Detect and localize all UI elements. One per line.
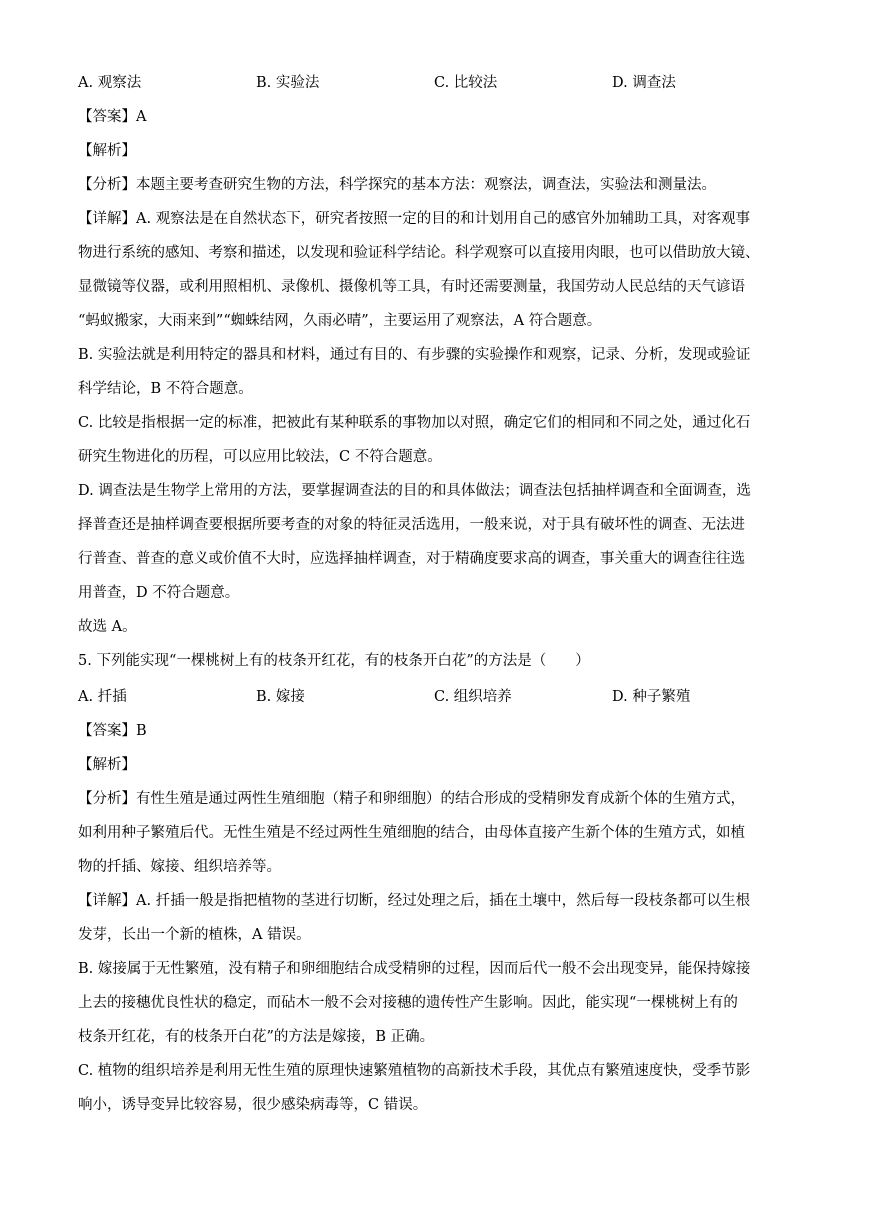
q5-option-a: A. 扦插 — [78, 689, 127, 705]
q4-analysis-line: 择普查还是抽样调查要根据所要考查的对象的特征灵活选用，一般来说，对于具有破坏性的调查、无法进 — [78, 517, 745, 533]
q5-question: 5. 下列能实现“一棵桃树上有的枝条开红花，有的枝条开白花”的方法是（ ） — [78, 653, 590, 669]
q5-analysis-line: 【分析】有性生殖是通过两性生殖细胞（精子和卵细胞）的结合形成的受精卵发育成新个体的生殖方式， — [78, 791, 745, 807]
q4-analysis-line: 物进行系统的感知、考察和描述，以发现和验证科学结论。科学观察可以直接用肉眼，也可以借助放大镜、 — [78, 245, 760, 261]
q5-options — [78, 687, 798, 707]
q4-analysis-line: 研究生物进化的历程，可以应用比较法，C 不符合题意。 — [78, 449, 442, 465]
q5-analysis-line: 响小，诱导变异比较容易，很少感染病毒等，C 错误。 — [78, 1097, 428, 1113]
q4-analysis-line: 显微镜等仪器，或利用照相机、录像机、摄像机等工具，有时还需要测量，我国劳动人民总结的天气谚语 — [78, 279, 745, 295]
q4-analysis-line: D. 调查法是生物学上常用的方法，要掌握调查法的目的和具体做法；调查法包括抽样调查和全面调查，选 — [78, 483, 751, 499]
q5-option-b: B. 嫁接 — [256, 689, 305, 705]
q4-analysis-heading: 【解析】 — [78, 143, 136, 159]
q4-analysis-line: 科学结论，B 不符合题意。 — [78, 381, 253, 397]
q4-option-c: C. 比较法 — [434, 75, 498, 91]
q5-analysis-line: 上去的接穗优良性状的稳定，而砧木一般不会对接穗的遗传性产生影响。因此，能实现“一棵桃树上有的 — [78, 995, 738, 1011]
q4-analysis-line: “蚂蚁搬家，大雨来到”“蜘蛛结网，久雨必晴”，主要运用了观察法，A 符合题意。 — [78, 313, 602, 329]
q4-analysis-line: 行普查、普查的意义或价值不大时，应选择抽样调查，对于精确度要求高的调查，事关重大的调查往往选 — [78, 551, 745, 567]
q5-analysis-line: B. 嫁接属于无性繁殖，没有精子和卵细胞结合成受精卵的过程，因而后代一般不会出现变异，能保持嫁接 — [78, 961, 751, 977]
q5-analysis-line: 枝条开红花，有的枝条开白花”的方法是嫁接，B 正确。 — [78, 1029, 435, 1045]
q4-analysis-line: 【分析】本题主要考查研究生物的方法，科学探究的基本方法：观察法，调查法，实验法和测量法。 — [78, 177, 716, 193]
q5-analysis-line: 物的扦插、嫁接、组织培养等。 — [78, 859, 281, 875]
q4-analysis-line: 用普查，D 不符合题意。 — [78, 585, 240, 601]
q4-options — [78, 73, 798, 93]
q5-analysis-line: 如利用种子繁殖后代。无性生殖是不经过两性生殖细胞的结合，由母体直接产生新个体的生殖方式，如植 — [78, 825, 745, 841]
q4-analysis-line: 【详解】A. 观察法是在自然状态下，研究者按照一定的目的和计划用自己的感官外加辅助工具，对客观事 — [78, 211, 751, 227]
q5-analysis-heading: 【解析】 — [78, 757, 136, 773]
q4-analysis-line: B. 实验法就是利用特定的器具和材料，通过有目的、有步骤的实验操作和观察，记录、分析，发现或验证 — [78, 347, 751, 363]
q5-option-c: C. 组织培养 — [434, 689, 512, 705]
q5-analysis-line: C. 植物的组织培养是利用无性生殖的原理快速繁殖植物的高新技术手段，其优点有繁殖速度快，受季节影 — [78, 1063, 751, 1079]
q4-analysis-line: C. 比较是指根据一定的标准，把被此有某种联系的事物加以对照，确定它们的相同和不同之处，通过化石 — [78, 415, 751, 431]
q4-answer: 【答案】A — [78, 109, 147, 125]
q4-option-b: B. 实验法 — [256, 75, 320, 91]
q4-option-d: D. 调查法 — [612, 75, 676, 91]
q4-option-a: A. 观察法 — [78, 75, 142, 91]
q5-option-d: D. 种子繁殖 — [612, 689, 691, 705]
q5-answer: 【答案】B — [78, 723, 147, 739]
q4-conclusion: 故选 A。 — [78, 619, 137, 635]
q5-analysis-line: 发芽，长出一个新的植株，A 错误。 — [78, 927, 311, 943]
q5-analysis-line: 【详解】A. 扦插一般是指把植物的茎进行切断，经过处理之后，插在土壤中，然后每一段枝条都可以生根 — [78, 893, 751, 909]
